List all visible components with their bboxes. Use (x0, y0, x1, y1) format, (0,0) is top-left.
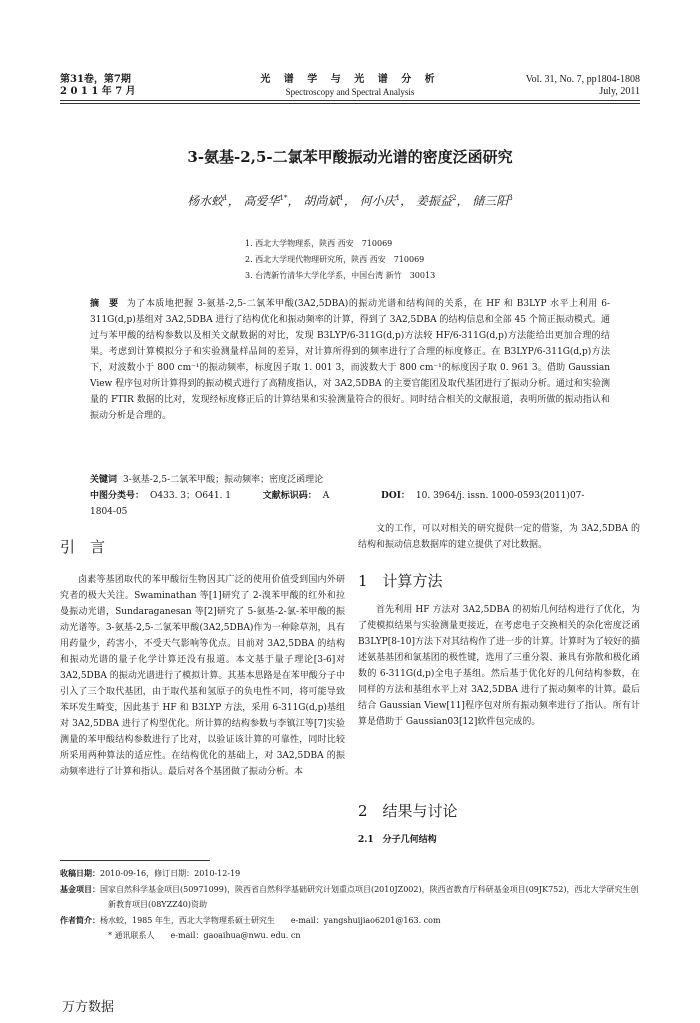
affiliation: 3. 台湾新竹清华大学化学系，中国台湾 新竹 30013 (245, 271, 436, 280)
subsection-heading: 2.1 分子几何结构 (358, 835, 437, 845)
doc-code-value: A (322, 491, 330, 501)
journal-name-zh: 光 谱 学 与 光 谱 分 析 (260, 74, 440, 85)
author: 高爱华$^{1*}$ (243, 194, 288, 208)
doc-code-label: 文献标识码： (262, 491, 317, 501)
intro-text: 卤素等基团取代的苯甲酸衍生物因其广泛的使用价值受到国内外研究者的极大关注。Swaminathan 等[1]研究了 2-溴苯甲酸的红外和拉曼振动光谱，Sundaraganesan 等[2]研究了 5-氨基-2-氯-苯甲酸的振动光谱等。3-氨基-2,5-二氯苯甲酸(3A2,5DBA)作为一种除草剂，具有用药量少，药害小，不受天气影响等优点。目前对 3A2,5DBA 的结构和振动光谱的量子化学计算还没有报道。本文基于量子理论[3-6]对 3A2,5DBA 的振动光谱进行了模拟计算。其基本思路是在苯甲酸分子中引入了三个取代基团，由于取代基和氢原子的负电性不同，将可能导致苯环发生畸变，因此基于 HF 和 B3LYP 方法，采用 6-311G(d,p)基组对 3A2,5DBA 进行了构型优化。所计算的结构参数与李镇江等[7]实验测量的苯甲酸结构参数进行了比对，以验证该计算的可靠性，同时比较所采用两种算法的适应性。在结构优化的基础上，对 3A2,5DBA 的振动频率进行了计算和指认。最后对各个基团做了振动分析。本 (60, 575, 345, 777)
volume-en: Vol. 31, No. 7, pp1804-1808 (525, 74, 640, 85)
keywords (90, 472, 610, 488)
date-zh: 2 0 1 1 年 7 月 (60, 86, 136, 97)
date-en: July, 2011 (599, 86, 640, 97)
clc-label: 中图分类号： (90, 491, 145, 501)
footnotes (60, 866, 640, 944)
intro-continued-text: 文的工作，可以对相关的研究提供一定的借鉴，为 3A2,5DBA 的结构和振动信息数据库的建立提供了对比数据。 (358, 524, 640, 550)
intro-heading: 引 言 (60, 538, 106, 556)
classification (90, 488, 610, 520)
header-rule-thin (60, 103, 640, 104)
abstract (90, 296, 610, 424)
abstract-text: 为了本质地把握 3-氨基-2,5-二氯苯甲酸(3A2,5DBA)的振动光谱和结构间的关系，在 HF 和 B3LYP 水平上利用 6-311G(d,p)基组对 3A2,5DBA 进行了结构优化和振动频率的计算，得到了 3A2,5DBA 的结构信息和全部 45 个简正振动模式。通过与苯甲酸的结构参数以及相关文献数据的对比，发现 B3LYP/6-311G(d,p)方法较 HF/6-311G(d,p)方法能给出更加合理的结果。考虑到计算模拟分子和实验测量样品间的差异，对计算所得到的频率进行了合理的标度修正。在 B3LYP/6-311G(d,p)方法下，对波数小于 800 cm⁻¹的振动频率，标度因子取 1. 001 3，而波数大于 800 cm⁻¹的标度因子取 0. 961 3。借助 Gaussian View 程序包对所计算得到的振动模式进行了高精度指认，对 3A2,5DBA 的主要官能团及取代基团进行了振动分析。通过和实验测量的 FTIR 数据的比对，发现经标度修正后的计算结果和实验测量符合的很好。同时结合相关的文献报道，表明所做的振动指认和振动分析是合理的。 (90, 299, 610, 421)
author: 何小庆$^1$ (359, 194, 401, 208)
keywords-label: 关键词 (90, 475, 118, 485)
footnote-rule (60, 860, 210, 861)
affiliation: 2. 西北大学现代物理研究所，陕西 西安 710069 (245, 255, 425, 264)
author-list: 杨水蛟$^1$， 高爱华$^{1*}$， 胡尚斌$^1$， 何小庆$^1$， 姜振益$^2$， 储三阳$^3$ (187, 194, 513, 208)
issue-info-zh (60, 74, 136, 98)
paper-title: 3-氨基-2,5-二氯苯甲酸振动光谱的密度泛函研究 (187, 148, 513, 166)
clc-value: O433. 3；O641. 1 (150, 491, 232, 501)
affiliation: 1. 西北大学物理系，陕西 西安 710069 (245, 239, 393, 248)
journal-name-en: Spectroscopy and Spectral Analysis (285, 87, 415, 97)
doi-label: DOI： (381, 491, 410, 501)
volume-zh: 第31卷，第7期 (60, 74, 131, 85)
keywords-block (90, 472, 610, 520)
corresponding-author: * 通讯联系人 e-mail：gaoaihua@nwu. edu. cn (108, 931, 301, 940)
author: 储三阳$^3$ (472, 194, 513, 208)
keywords-text: 3-氨基-2,5-二氯苯甲酸；振动频率；密度泛函理论 (123, 475, 324, 485)
author-bio: 作者简介：杨水蛟，1985 年生，西北大学物理系硕士研究生 e-mail：yangshuijiao6201@163. com (60, 914, 441, 925)
section1-heading: 1 计算方法 (358, 572, 443, 590)
doi-value: 10. 3964/j. issn. 1000-0593(2011)07-1804-05 (90, 491, 585, 517)
section1-text: 首先利用 HF 方法对 3A2,5DBA 的初始几何结构进行了优化，为了使模拟结果与实验测量更接近，在考虑电子交换相关的杂化密度泛函 B3LYP[8-10]方法下对其结构作了进一步的计算。计算时为了较好的描述氨基基团和氯基团的极性键，选用了三重分裂、兼具有弥散和极化函数的 6-311G(d,p)全电子基组。然后基于优化好的几何结构参数，在同样的方法和基组水平上对 3A2,5DBA 进行了振动频率的计算。最后结合 Gaussian View[11]程序包对所有振动频率进行了指认。所有计算是借助于 Gaussian03[12]软件包完成的。 (358, 605, 640, 727)
journal-name (230, 74, 470, 98)
author: 姜振益$^2$ (415, 194, 457, 208)
author: 杨水蛟$^1$ (187, 194, 228, 208)
abstract-label: 摘 要 (90, 299, 119, 309)
fund-info: 基金项目：国家自然科学基金项目(50971099)，陕西省自然科学基础研究计划重点项目(2010JZ002)，陕西省教育厅科研基金项目(09JK752)，西北大学研究生创新教育项目(08YZZ40)资助 (60, 883, 639, 909)
received-date: 收稿日期：2010-09-16，修订日期：2010-12-19 (60, 868, 241, 878)
section2-heading: 2 结果与讨论 (358, 802, 458, 820)
issue-info-en (526, 74, 640, 98)
header-rule (60, 100, 640, 101)
watermark: 万方数据 (62, 1000, 115, 1015)
affiliations (245, 236, 435, 284)
author: 胡尚斌$^1$ (303, 194, 344, 208)
